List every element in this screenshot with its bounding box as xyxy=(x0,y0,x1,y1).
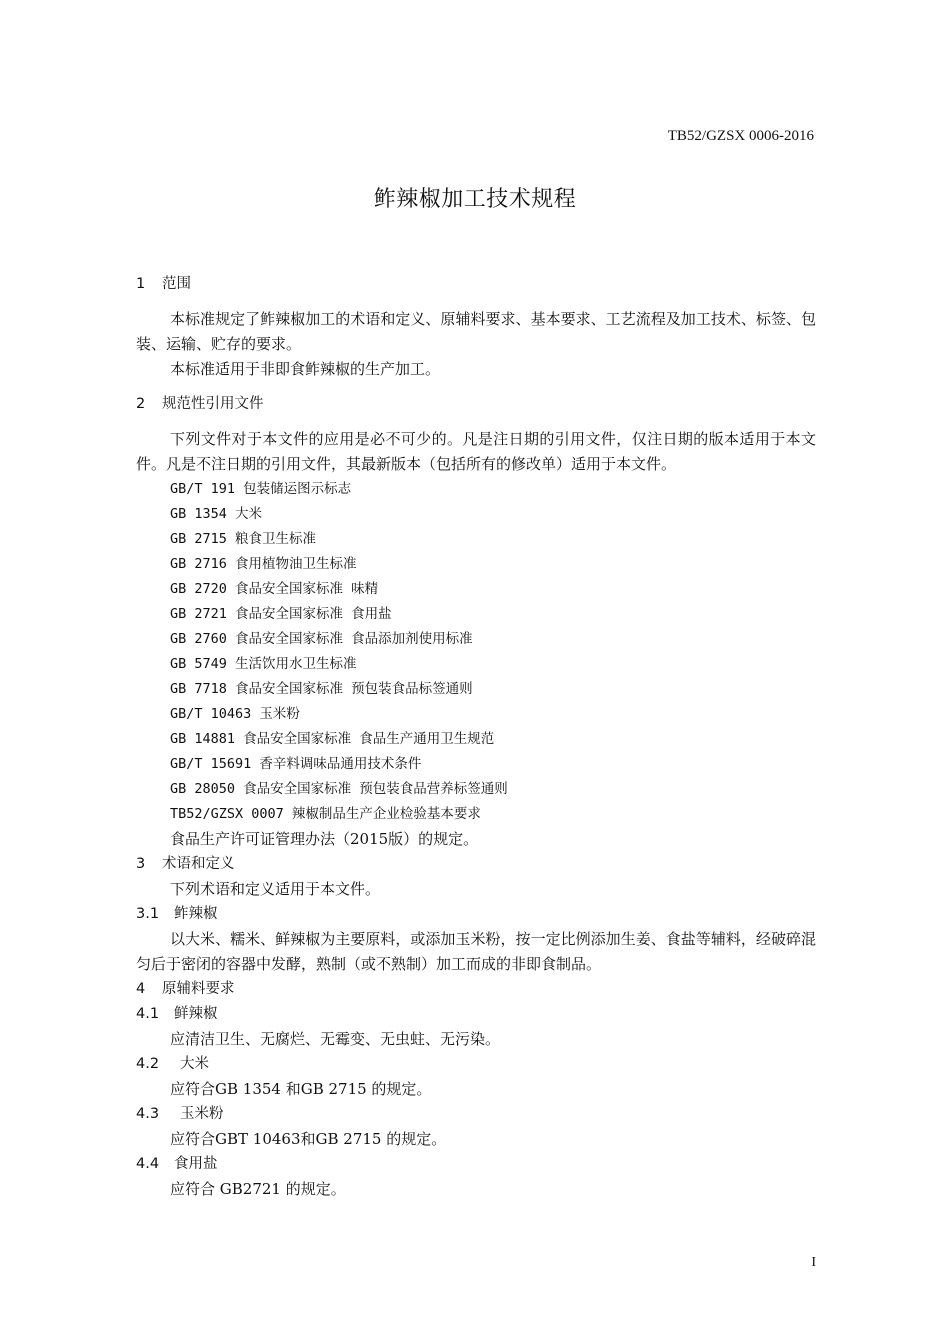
reference-item: GB 5749 生活饮用水卫生标准 xyxy=(170,656,357,672)
reference-item: GB/T 191 包装储运图示标志 xyxy=(170,481,352,497)
section-heading-scope: 1 范围 xyxy=(136,276,191,292)
section-heading-raw-materials: 4 原辅料要求 xyxy=(136,981,235,997)
page-number: I xyxy=(811,1255,816,1270)
reference-item: GB 2716 食用植物油卫生标准 xyxy=(170,556,357,572)
subsection-heading: 4.3 玉米粉 xyxy=(136,1106,224,1122)
subsection-heading: 4.2 大米 xyxy=(136,1056,209,1072)
document-body xyxy=(136,272,816,1202)
section-heading-terms: 3 术语和定义 xyxy=(136,856,235,872)
paragraph: 以大米、糯米、鲜辣椒为主要原料，或添加玉米粉，按一定比例添加生姜、食盐等辅料，经破碎混匀后于密闭的容器中发酵，熟制（或不熟制）加工而成的非即食制品。 xyxy=(136,930,816,973)
reference-item: GB 1354 大米 xyxy=(170,506,263,522)
section-heading-normative-references: 2 规范性引用文件 xyxy=(136,396,264,412)
reference-item: GB 28050 食品安全国家标准 预包装食品营养标签通则 xyxy=(170,781,508,797)
subsection-heading: 4.1 鲜辣椒 xyxy=(136,1006,218,1022)
reference-item: 食品生产许可证管理办法（2015版）的规定。 xyxy=(170,830,479,848)
paragraph: 下列术语和定义适用于本文件。 xyxy=(170,880,381,898)
reference-item: TB52/GZSX 0007 辣椒制品生产企业检验基本要求 xyxy=(170,806,481,822)
paragraph: 应符合GB 1354 和GB 2715 的规定。 xyxy=(170,1080,432,1098)
document-code: TB52/GZSX 0006-2016 xyxy=(667,128,814,144)
reference-item: GB 14881 食品安全国家标准 食品生产通用卫生规范 xyxy=(170,731,495,747)
paragraph: 本标准适用于非即食鲊辣椒的生产加工。 xyxy=(170,360,441,378)
reference-item: GB 2721 食品安全国家标准 食用盐 xyxy=(170,606,392,622)
paragraph: 应清洁卫生、无腐烂、无霉变、无虫蛀、无污染。 xyxy=(170,1030,501,1048)
reference-item: GB 2720 食品安全国家标准 味精 xyxy=(170,581,379,597)
paragraph: 应符合GBT 10463和GB 2715 的规定。 xyxy=(170,1130,447,1148)
paragraph: 下列文件对于本文件的应用是必不可少的。凡是注日期的引用文件，仅注日期的版本适用于本文件。凡是不注日期的引用文件，其最新版本（包括所有的修改单）适用于本文件。 xyxy=(136,430,816,473)
document-title: 鲊辣椒加工技术规程 xyxy=(373,187,577,212)
paragraph: 应符合 GB2721 的规定。 xyxy=(170,1180,346,1198)
reference-item: GB 2760 食品安全国家标准 食品添加剂使用标准 xyxy=(170,631,473,647)
subsection-heading: 4.4 食用盐 xyxy=(136,1156,218,1172)
subsection-heading: 3.1 鲊辣椒 xyxy=(136,906,218,922)
reference-item: GB 7718 食品安全国家标准 预包装食品标签通则 xyxy=(170,681,473,697)
reference-item: GB 2715 粮食卫生标准 xyxy=(170,531,317,547)
reference-item: GB/T 15691 香辛料调味品通用技术条件 xyxy=(170,756,422,772)
paragraph: 本标准规定了鲊辣椒加工的术语和定义、原辅料要求、基本要求、工艺流程及加工技术、标签、包装、运输、贮存的要求。 xyxy=(136,310,816,353)
reference-item: GB/T 10463 玉米粉 xyxy=(170,706,300,722)
